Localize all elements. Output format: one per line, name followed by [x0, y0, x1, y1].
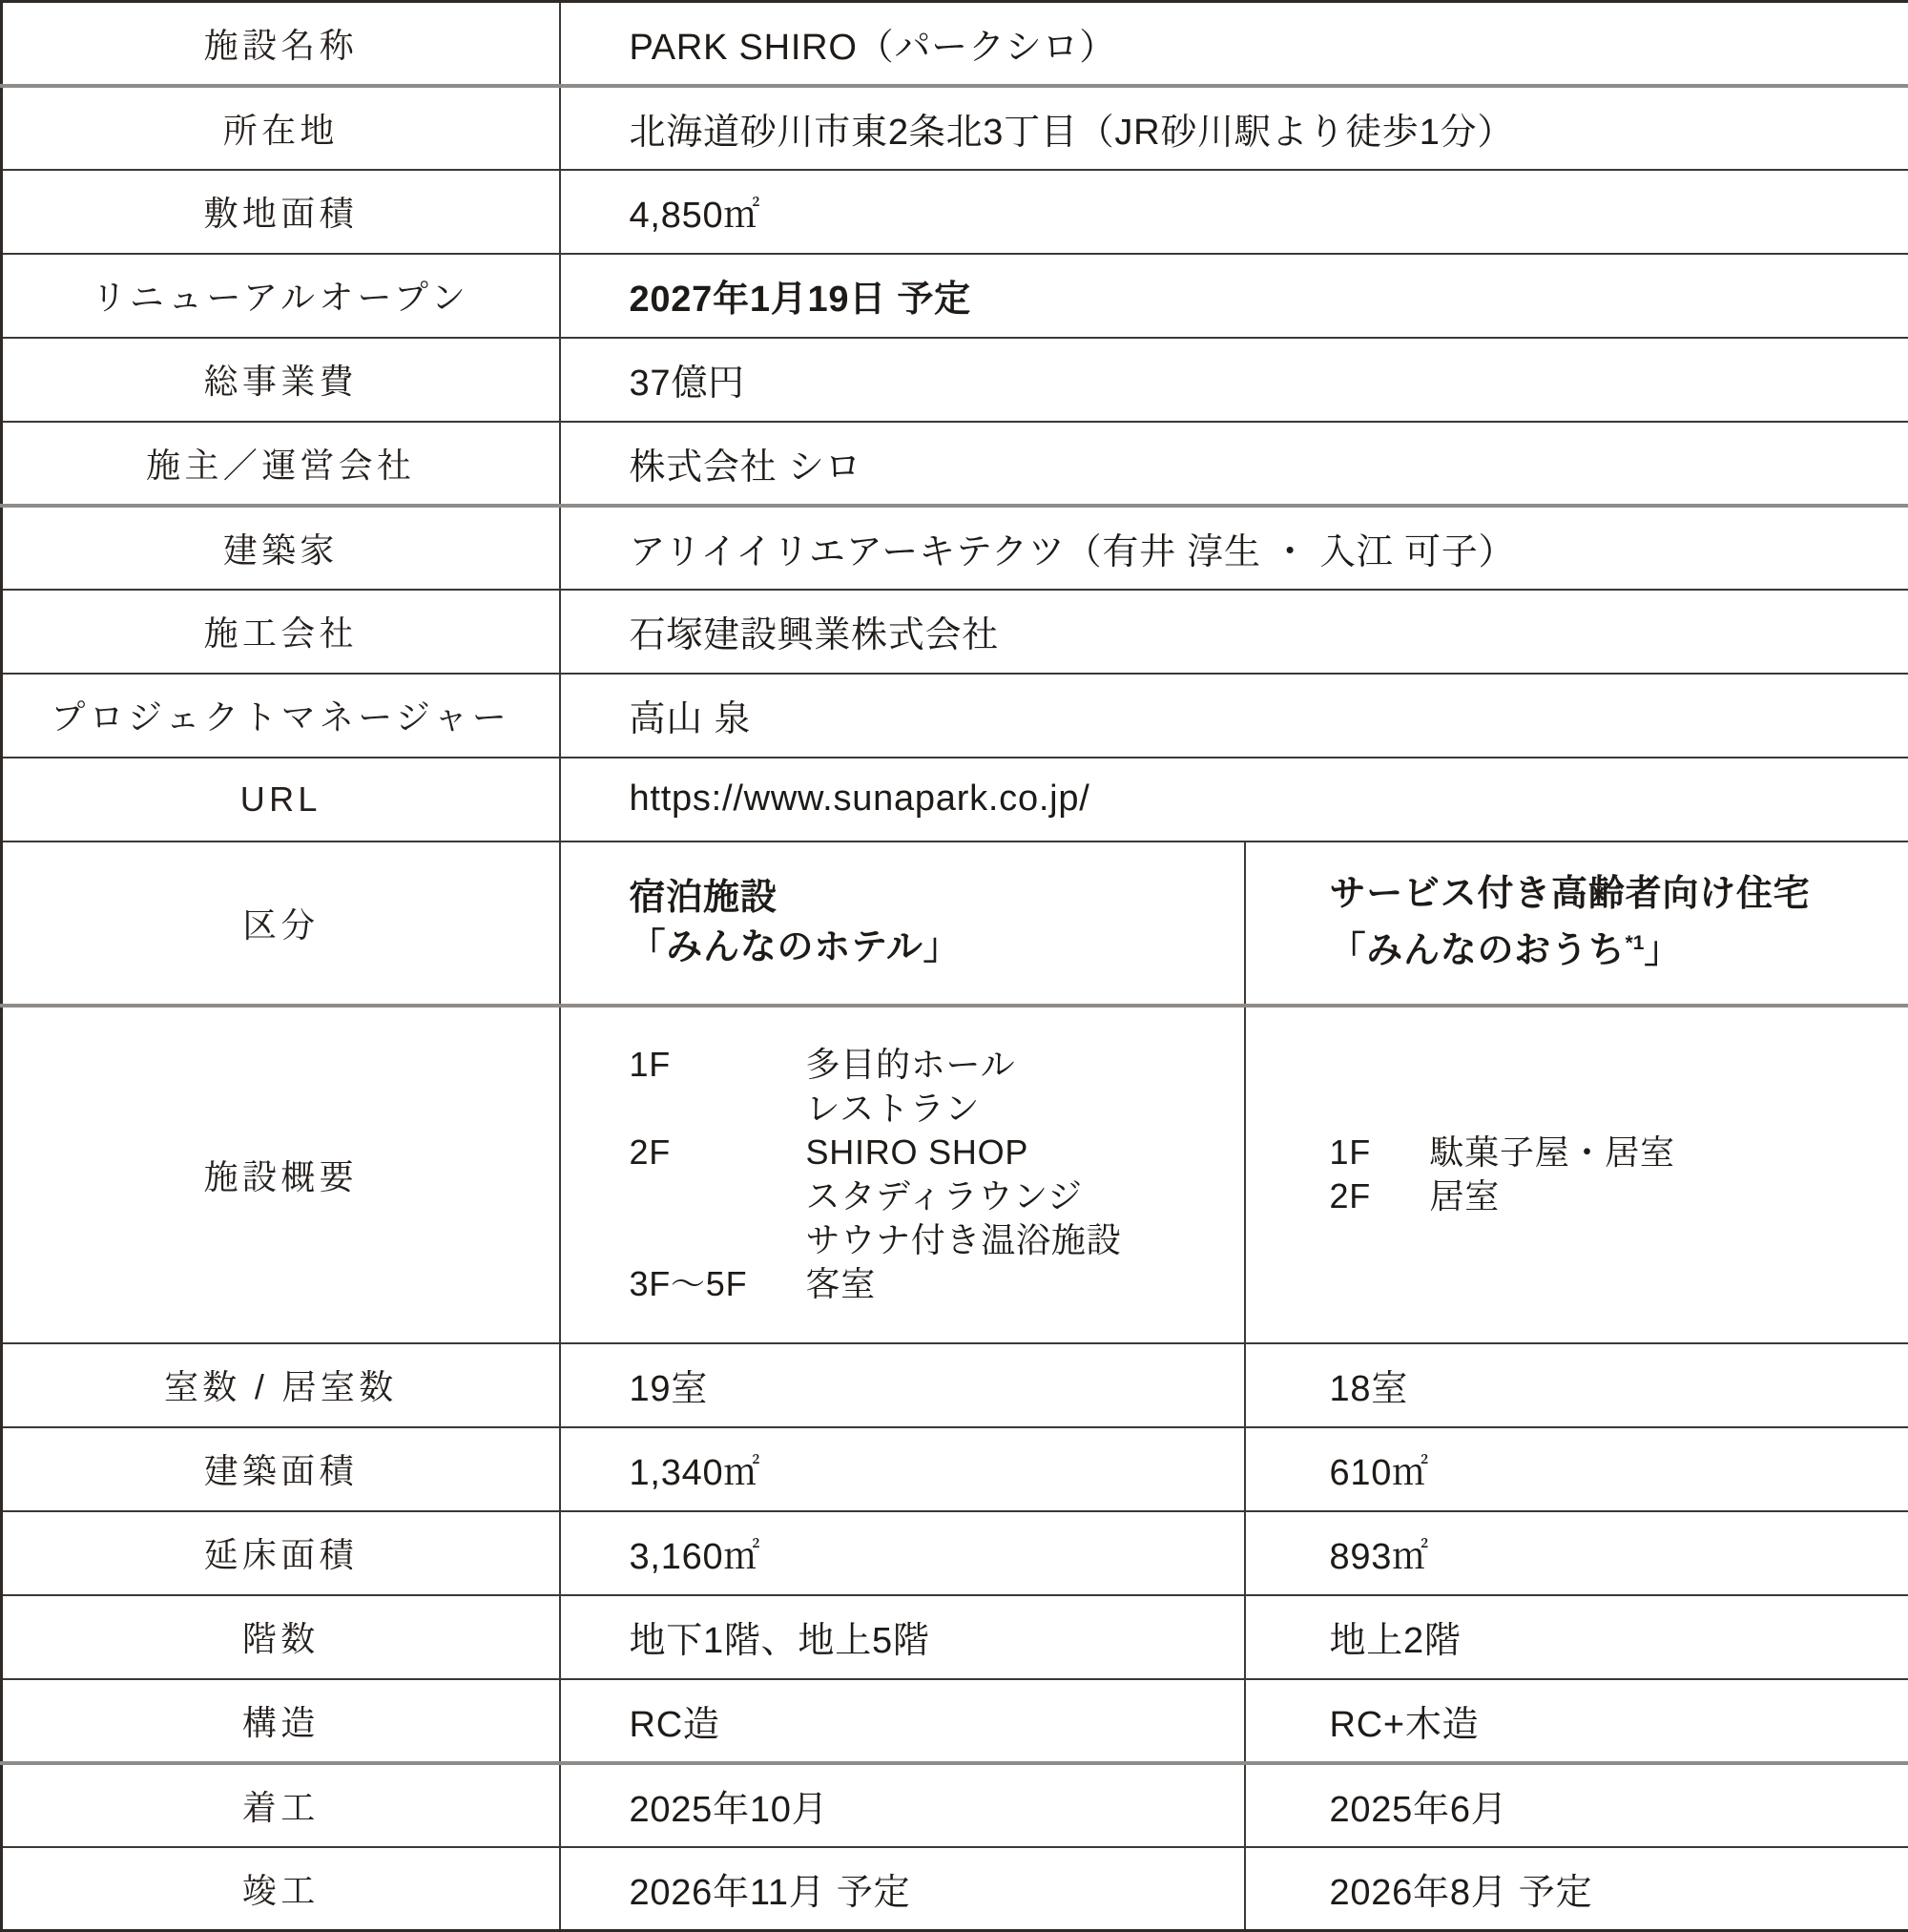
facility-overview-hotel [560, 1006, 1245, 1343]
total-cost-label: 総事業費 [2, 338, 560, 422]
builder-label: 施工会社 [2, 590, 560, 674]
row-facility-overview [2, 1006, 1908, 1343]
construction-start-hotel: 2025年10月 [560, 1763, 1245, 1847]
owner-operator-value: 株式会社 シロ [560, 422, 1908, 506]
category-senior-line1: サービス付き高齢者向け住宅 [1330, 869, 1908, 919]
overview-line: サウナ付き温浴施設 [630, 1218, 1244, 1262]
floors-label: 階数 [2, 1595, 560, 1679]
owner-operator-label: 施主／運営会社 [2, 422, 560, 506]
row-structure [2, 1679, 1908, 1763]
floors-senior: 地上2階 [1245, 1595, 1908, 1679]
site-area-value: 4,850㎡ [560, 170, 1908, 254]
site-area-label: 敷地面積 [2, 170, 560, 254]
row-facility-name [2, 2, 1908, 86]
facility-overview-senior [1245, 1006, 1908, 1343]
overview-line: 1F 多目的ホール [630, 1043, 1244, 1087]
building-area-hotel: 1,340㎡ [560, 1427, 1245, 1511]
architect-value: アリイイリエアーキテクツ（有井 淳生 ・ 入江 可子） [560, 506, 1908, 590]
category-hotel [560, 841, 1245, 1006]
footnote-marker: *1 [1626, 932, 1645, 954]
url-label: URL [2, 758, 560, 841]
construction-start-senior: 2025年6月 [1245, 1763, 1908, 1847]
total-floor-area-hotel: 3,160㎡ [560, 1511, 1245, 1595]
row-total-floor-area [2, 1511, 1908, 1595]
builder-value: 石塚建設興業株式会社 [560, 590, 1908, 674]
building-area-senior: 610㎡ [1245, 1427, 1908, 1511]
facility-name-value: PARK SHIRO（パークシロ） [560, 2, 1908, 86]
category-senior-housing [1245, 841, 1908, 1006]
completion-hotel: 2026年11月 予定 [560, 1847, 1245, 1931]
row-renewal-open [2, 254, 1908, 338]
row-project-manager [2, 674, 1908, 758]
structure-hotel: RC造 [560, 1679, 1245, 1763]
overview-line: スタディラウンジ [630, 1174, 1244, 1218]
facility-name-label: 施設名称 [2, 2, 560, 86]
total-floor-area-senior: 893㎡ [1245, 1511, 1908, 1595]
room-count-senior: 18室 [1245, 1343, 1908, 1427]
category-hotel-line1: 宿泊施設 [630, 873, 1244, 923]
address-label: 所在地 [2, 86, 560, 170]
row-builder [2, 590, 1908, 674]
renewal-open-value: 2027年1月19日 予定 [560, 254, 1908, 338]
url-value[interactable]: https://www.sunapark.co.jp/ [560, 758, 1908, 841]
overview-line: 2F SHIRO SHOP [630, 1131, 1244, 1174]
overview-line: 1F 駄菓子屋・居室 [1330, 1131, 1908, 1174]
floors-hotel: 地下1階、地上5階 [560, 1595, 1245, 1679]
completion-label: 竣工 [2, 1847, 560, 1931]
row-owner-operator [2, 422, 1908, 506]
row-category [2, 841, 1908, 1006]
row-building-area [2, 1427, 1908, 1511]
category-label: 区分 [2, 841, 560, 1006]
row-url [2, 758, 1908, 841]
row-address [2, 86, 1908, 170]
structure-label: 構造 [2, 1679, 560, 1763]
category-hotel-line2: 「みんなのホテル」 [630, 923, 1244, 972]
category-senior-line2: 「みんなのおうち$^{*1}$」 [1330, 919, 1908, 976]
project-manager-label: プロジェクトマネージャー [2, 674, 560, 758]
facility-overview-label: 施設概要 [2, 1006, 560, 1343]
row-room-count [2, 1343, 1908, 1427]
project-manager-value: 高山 泉 [560, 674, 1908, 758]
overview-line: 3F〜5F 客室 [630, 1262, 1244, 1306]
total-cost-value: 37億円 [560, 338, 1908, 422]
architect-label: 建築家 [2, 506, 560, 590]
structure-senior: RC+木造 [1245, 1679, 1908, 1763]
row-site-area [2, 170, 1908, 254]
construction-start-label: 着工 [2, 1763, 560, 1847]
row-construction-start [2, 1763, 1908, 1847]
completion-senior: 2026年8月 予定 [1245, 1847, 1908, 1931]
total-floor-area-label: 延床面積 [2, 1511, 560, 1595]
overview-line: レストラン [630, 1087, 1244, 1131]
row-architect [2, 506, 1908, 590]
row-completion [2, 1847, 1908, 1931]
room-count-hotel: 19室 [560, 1343, 1245, 1427]
room-count-label: 室数 / 居室数 [2, 1343, 560, 1427]
row-total-cost [2, 338, 1908, 422]
overview-line: 2F 居室 [1330, 1174, 1908, 1218]
row-floors [2, 1595, 1908, 1679]
building-area-label: 建築面積 [2, 1427, 560, 1511]
address-value: 北海道砂川市東2条北3丁目（JR砂川駅より徒歩1分） [560, 86, 1908, 170]
renewal-open-label: リニューアルオープン [2, 254, 560, 338]
